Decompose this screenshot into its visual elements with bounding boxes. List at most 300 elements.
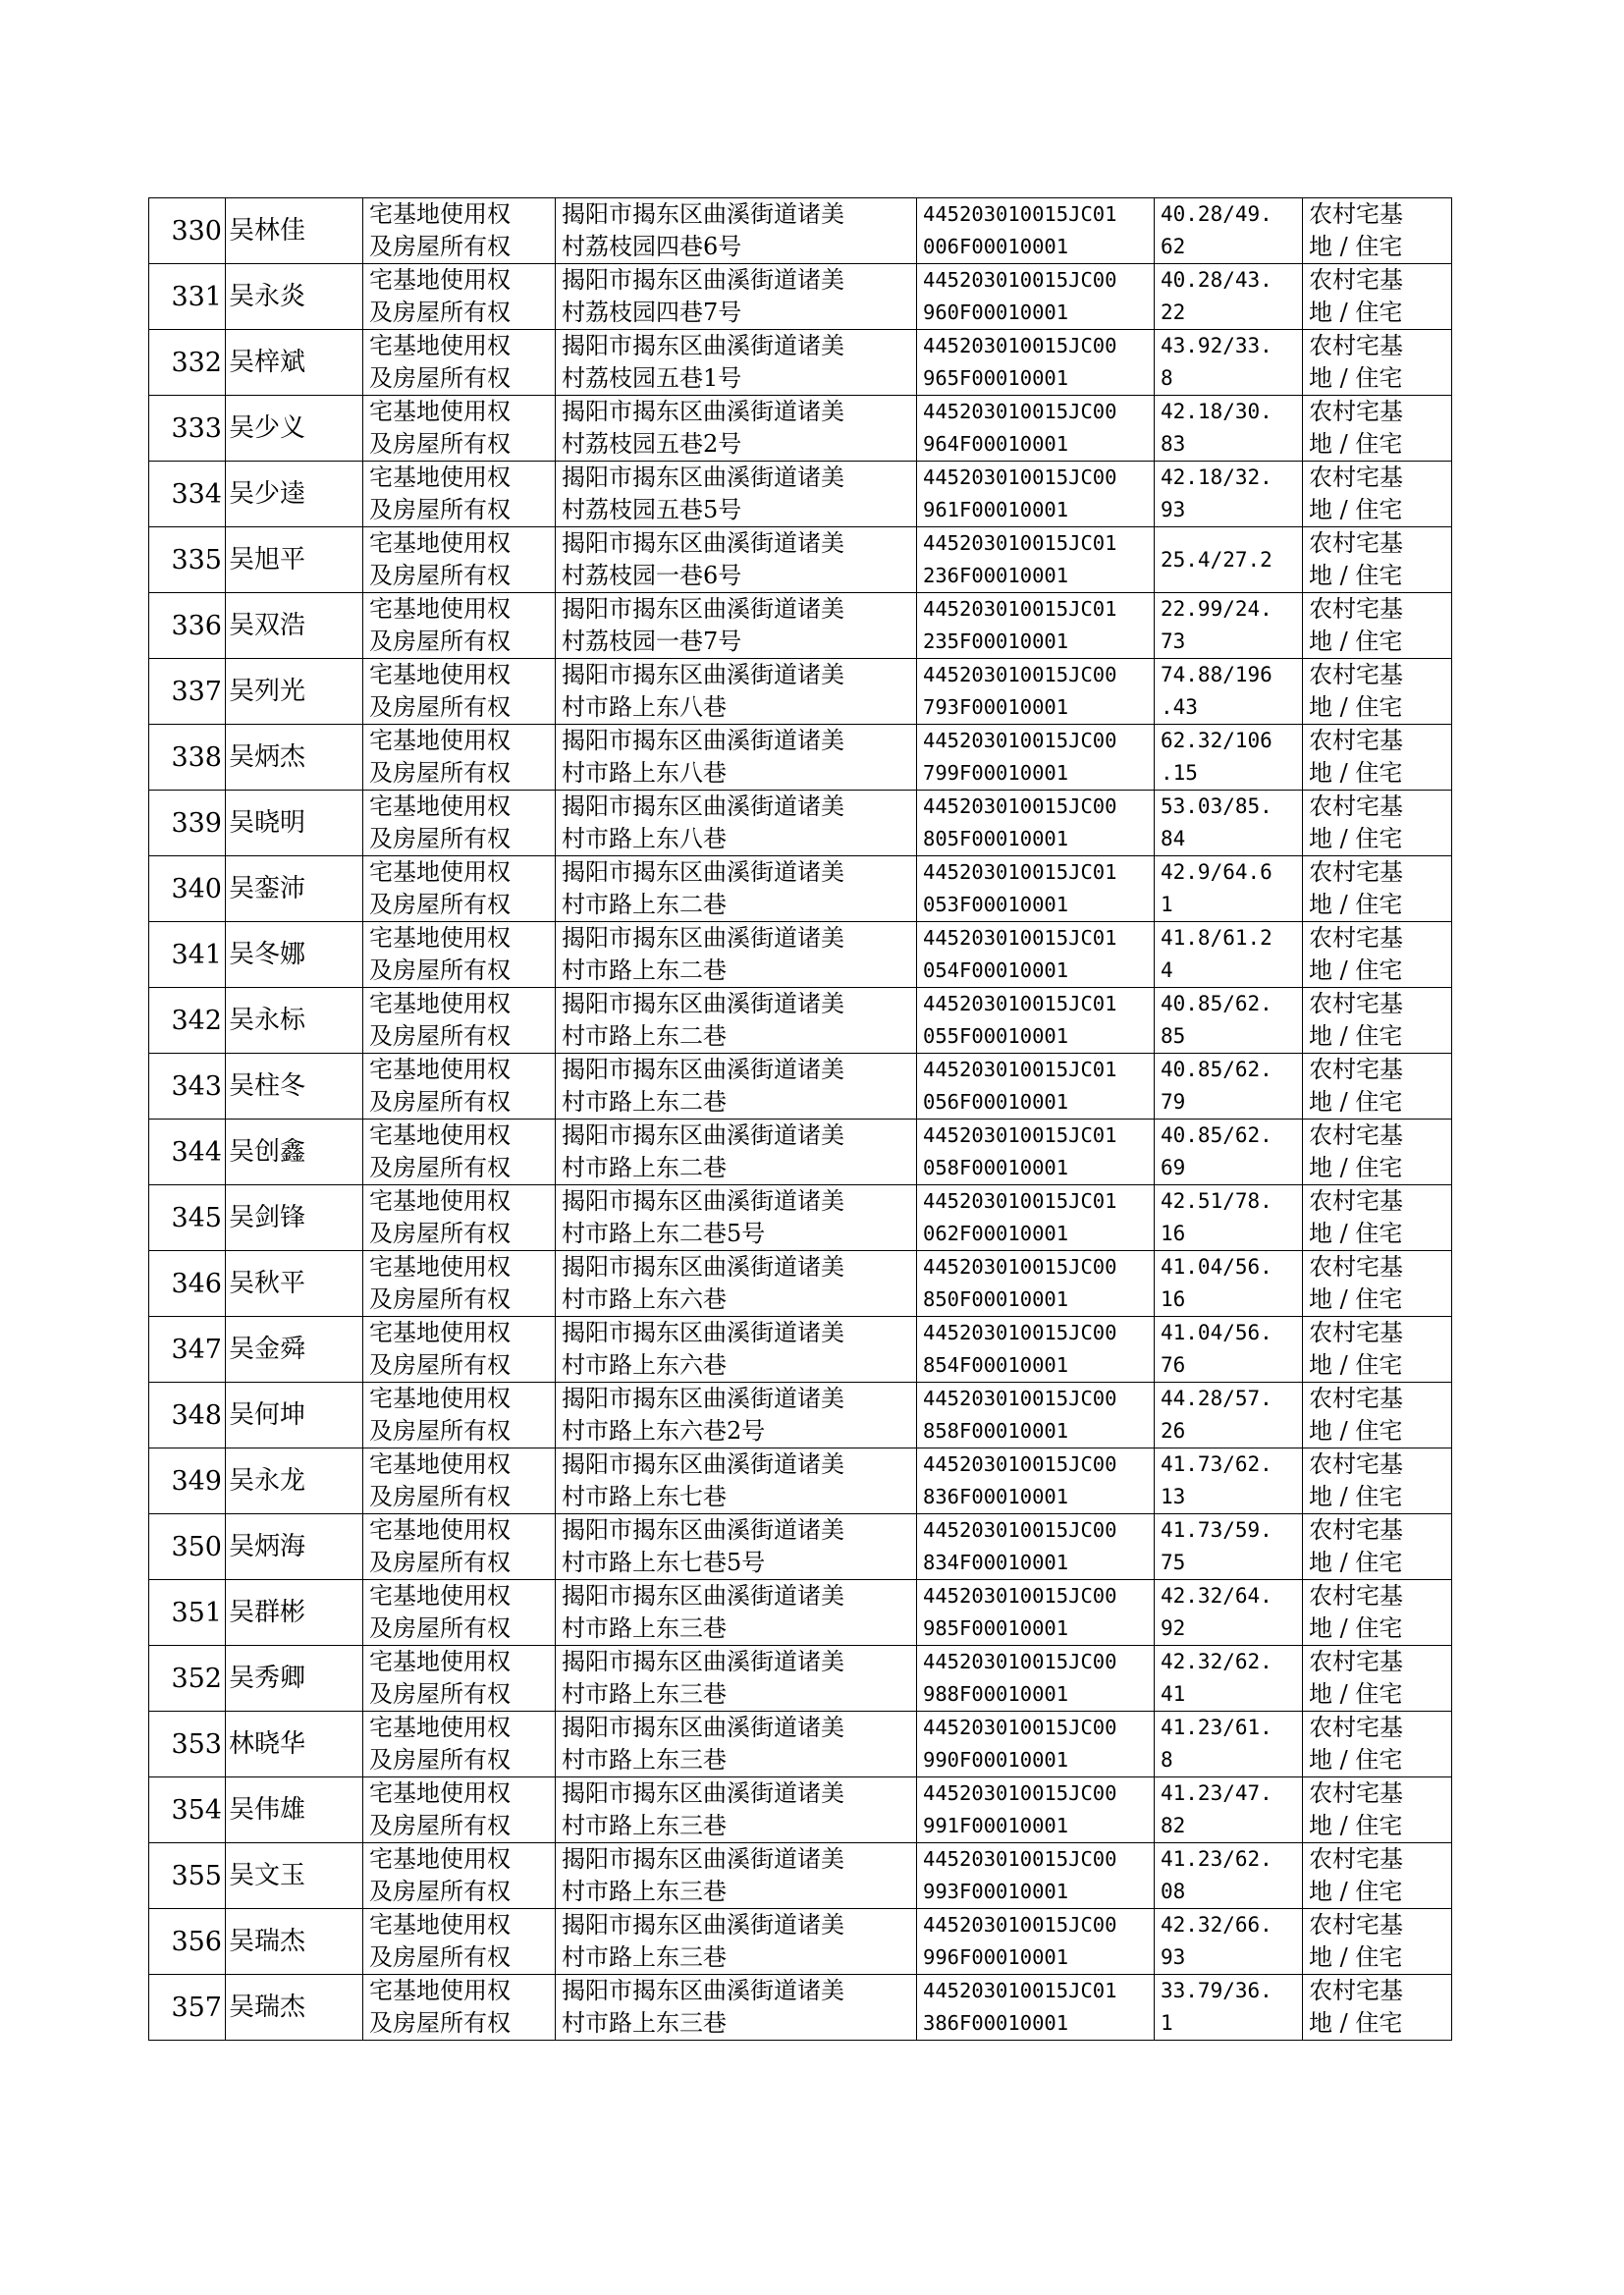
- land-use-text: 农村宅基: [1309, 1121, 1403, 1149]
- area-text: 8: [1161, 366, 1173, 390]
- right-type-text: 宅基地使用权: [369, 595, 511, 623]
- record-number-text: 354: [171, 1794, 222, 1826]
- address-text: 揭阳市揭东区曲溪街道诸美: [562, 1911, 844, 1939]
- right-type-text: 宅基地使用权: [369, 1516, 511, 1544]
- record-number-text: 350: [171, 1531, 222, 1562]
- right-type-cell: [363, 988, 556, 1054]
- unit-code-text: 445203010015JC01: [923, 1979, 1117, 2002]
- address-text: 揭阳市揭东区曲溪街道诸美: [562, 792, 844, 820]
- area-text: 40.85/62.: [1161, 1058, 1272, 1081]
- land-use-cell: [1303, 396, 1452, 462]
- right-type-cell: [363, 1383, 556, 1448]
- right-type-cell: [363, 1185, 556, 1251]
- owner-name-text: 吴金舜: [229, 1334, 306, 1364]
- unit-code-cell: [917, 198, 1155, 264]
- right-type-cell: [363, 1317, 556, 1383]
- land-use-text: 农村宅基: [1309, 332, 1403, 359]
- land-use-text: 地 / 住宅: [1309, 1154, 1403, 1181]
- owner-name-text: 吴炳杰: [229, 741, 306, 772]
- address-cell: [556, 1514, 917, 1580]
- owner-name-cell: [226, 396, 363, 462]
- address-cell: [556, 1120, 917, 1185]
- address-text: 村市路上东八巷: [562, 825, 727, 852]
- address-text: 揭阳市揭东区曲溪街道诸美: [562, 529, 844, 557]
- unit-code-cell: [917, 1909, 1155, 1975]
- land-use-cell: [1303, 1120, 1452, 1185]
- area-text: 41.8/61.2: [1161, 926, 1272, 950]
- area-cell: [1155, 330, 1303, 396]
- area-text: 22: [1161, 301, 1186, 324]
- area-cell: [1155, 1514, 1303, 1580]
- area-text: 41.23/62.: [1161, 1847, 1272, 1871]
- area-text: 84: [1161, 827, 1186, 850]
- land-use-cell: [1303, 462, 1452, 527]
- owner-name-cell: [226, 1448, 363, 1514]
- right-type-text: 宅基地使用权: [369, 1319, 511, 1346]
- address-text: 揭阳市揭东区曲溪街道诸美: [562, 398, 844, 425]
- owner-name-text: 吴少逵: [229, 478, 306, 509]
- land-use-text: 农村宅基: [1309, 924, 1403, 952]
- right-type-text: 及房屋所有权: [369, 430, 511, 458]
- land-use-cell: [1303, 593, 1452, 659]
- land-use-cell: [1303, 1383, 1452, 1448]
- table-row: [149, 791, 1452, 856]
- right-type-text: 宅基地使用权: [369, 1582, 511, 1610]
- right-type-cell: [363, 527, 556, 593]
- land-use-text: 地 / 住宅: [1309, 1220, 1403, 1247]
- right-type-text: 及房屋所有权: [369, 233, 511, 260]
- owner-name-text: 吴柱冬: [229, 1070, 306, 1101]
- table-row: [149, 725, 1452, 791]
- unit-code-cell: [917, 1712, 1155, 1777]
- address-text: 揭阳市揭东区曲溪街道诸美: [562, 595, 844, 623]
- land-use-text: 地 / 住宅: [1309, 1417, 1403, 1445]
- area-text: 83: [1161, 432, 1186, 456]
- owner-name-cell: [226, 1909, 363, 1975]
- area-cell: [1155, 1580, 1303, 1646]
- owner-name-text: 吴林佳: [229, 215, 306, 246]
- owner-name-text: 吴少义: [229, 412, 306, 443]
- record-number-text: 351: [171, 1597, 222, 1628]
- record-number-text: 331: [171, 281, 222, 312]
- unit-code-text: 053F00010001: [923, 893, 1069, 916]
- unit-code-cell: [917, 659, 1155, 725]
- record-number-text: 345: [171, 1202, 222, 1233]
- owner-name-cell: [226, 1383, 363, 1448]
- address-text: 村荔枝园四巷7号: [562, 299, 742, 326]
- address-text: 揭阳市揭东区曲溪街道诸美: [562, 1516, 844, 1544]
- area-cell: [1155, 593, 1303, 659]
- unit-code-cell: [917, 396, 1155, 462]
- right-type-cell: [363, 1712, 556, 1777]
- record-number-cell: [149, 1777, 226, 1843]
- record-number-text: 340: [171, 873, 222, 904]
- record-number-cell: [149, 593, 226, 659]
- address-text: 揭阳市揭东区曲溪街道诸美: [562, 1385, 844, 1412]
- right-type-text: 宅基地使用权: [369, 1450, 511, 1478]
- owner-name-text: 吴永炎: [229, 281, 306, 311]
- unit-code-cell: [917, 1843, 1155, 1909]
- unit-code-text: 445203010015JC00: [923, 1650, 1117, 1673]
- right-type-text: 及房屋所有权: [369, 956, 511, 984]
- unit-code-text: 445203010015JC00: [923, 1518, 1117, 1542]
- address-cell: [556, 988, 917, 1054]
- right-type-text: 及房屋所有权: [369, 1549, 511, 1576]
- right-type-cell: [363, 1514, 556, 1580]
- record-number-text: 346: [171, 1268, 222, 1299]
- table-row: [149, 1054, 1452, 1120]
- right-type-text: 宅基地使用权: [369, 924, 511, 952]
- land-use-text: 农村宅基: [1309, 1582, 1403, 1610]
- right-type-text: 宅基地使用权: [369, 464, 511, 491]
- right-type-cell: [363, 791, 556, 856]
- owner-name-text: 吴伟雄: [229, 1794, 306, 1825]
- unit-code-cell: [917, 264, 1155, 330]
- record-number-cell: [149, 1514, 226, 1580]
- table-row: [149, 1448, 1452, 1514]
- table-row: [149, 988, 1452, 1054]
- right-type-cell: [363, 1120, 556, 1185]
- record-number-cell: [149, 1580, 226, 1646]
- table-row: [149, 1646, 1452, 1712]
- record-number-cell: [149, 1317, 226, 1383]
- unit-code-text: 056F00010001: [923, 1090, 1069, 1114]
- address-cell: [556, 1317, 917, 1383]
- owner-name-text: 林晓华: [229, 1728, 306, 1759]
- owner-name-cell: [226, 593, 363, 659]
- land-use-text: 农村宅基: [1309, 661, 1403, 688]
- right-type-text: 宅基地使用权: [369, 1385, 511, 1412]
- right-type-text: 宅基地使用权: [369, 1779, 511, 1807]
- right-type-text: 及房屋所有权: [369, 562, 511, 589]
- address-cell: [556, 396, 917, 462]
- area-text: 08: [1161, 1880, 1186, 1903]
- record-number-text: 337: [171, 676, 222, 707]
- unit-code-text: 006F00010001: [923, 235, 1069, 258]
- address-cell: [556, 593, 917, 659]
- area-text: 41.04/56.: [1161, 1255, 1272, 1279]
- record-number-cell: [149, 264, 226, 330]
- unit-code-cell: [917, 1383, 1155, 1448]
- land-use-text: 地 / 住宅: [1309, 825, 1403, 852]
- table-row: [149, 1514, 1452, 1580]
- address-cell: [556, 1975, 917, 2041]
- unit-code-cell: [917, 856, 1155, 922]
- right-type-text: 宅基地使用权: [369, 1253, 511, 1281]
- table-row: [149, 659, 1452, 725]
- area-text: 62: [1161, 235, 1186, 258]
- area-cell: [1155, 1843, 1303, 1909]
- unit-code-text: 960F00010001: [923, 301, 1069, 324]
- area-text: 42.51/78.: [1161, 1189, 1272, 1213]
- right-type-text: 宅基地使用权: [369, 1911, 511, 1939]
- area-cell: [1155, 791, 1303, 856]
- unit-code-text: 386F00010001: [923, 2011, 1069, 2035]
- right-type-text: 及房屋所有权: [369, 825, 511, 852]
- land-use-text: 农村宅基: [1309, 1779, 1403, 1807]
- area-text: 69: [1161, 1156, 1186, 1179]
- unit-code-text: 445203010015JC01: [923, 992, 1117, 1015]
- unit-code-text: 235F00010001: [923, 629, 1069, 653]
- unit-code-text: 445203010015JC00: [923, 729, 1117, 752]
- right-type-text: 宅基地使用权: [369, 1977, 511, 2004]
- unit-code-text: 964F00010001: [923, 432, 1069, 456]
- right-type-cell: [363, 1251, 556, 1317]
- address-text: 揭阳市揭东区曲溪街道诸美: [562, 661, 844, 688]
- right-type-text: 及房屋所有权: [369, 496, 511, 523]
- right-type-cell: [363, 593, 556, 659]
- record-number-cell: [149, 1383, 226, 1448]
- area-text: 1: [1161, 893, 1173, 916]
- owner-name-cell: [226, 659, 363, 725]
- area-cell: [1155, 264, 1303, 330]
- right-type-text: 宅基地使用权: [369, 200, 511, 228]
- right-type-text: 宅基地使用权: [369, 661, 511, 688]
- land-use-cell: [1303, 1251, 1452, 1317]
- land-use-cell: [1303, 1317, 1452, 1383]
- owner-name-cell: [226, 791, 363, 856]
- record-number-cell: [149, 1251, 226, 1317]
- owner-name-cell: [226, 1777, 363, 1843]
- unit-code-text: 836F00010001: [923, 1485, 1069, 1508]
- right-type-text: 及房屋所有权: [369, 891, 511, 918]
- unit-code-cell: [917, 1120, 1155, 1185]
- area-cell: [1155, 1383, 1303, 1448]
- area-cell: [1155, 396, 1303, 462]
- land-use-text: 地 / 住宅: [1309, 891, 1403, 918]
- address-text: 村市路上东八巷: [562, 759, 727, 787]
- land-use-text: 地 / 住宅: [1309, 628, 1403, 655]
- address-cell: [556, 791, 917, 856]
- owner-name-cell: [226, 330, 363, 396]
- area-text: 42.32/64.: [1161, 1584, 1272, 1608]
- area-text: 13: [1161, 1485, 1186, 1508]
- registry-table: [148, 197, 1452, 2041]
- owner-name-cell: [226, 1054, 363, 1120]
- record-number-text: 349: [171, 1465, 222, 1497]
- right-type-cell: [363, 1843, 556, 1909]
- area-text: 40.85/62.: [1161, 1123, 1272, 1147]
- unit-code-text: 236F00010001: [923, 564, 1069, 587]
- land-use-cell: [1303, 1843, 1452, 1909]
- unit-code-text: 445203010015JC00: [923, 1452, 1117, 1476]
- right-type-cell: [363, 396, 556, 462]
- right-type-cell: [363, 1975, 556, 2041]
- table-row: [149, 1975, 1452, 2041]
- address-cell: [556, 1843, 917, 1909]
- record-number-text: 339: [171, 807, 222, 839]
- record-number-cell: [149, 462, 226, 527]
- address-text: 揭阳市揭东区曲溪街道诸美: [562, 1056, 844, 1083]
- table-row: [149, 1317, 1452, 1383]
- address-text: 村市路上东三巷: [562, 1878, 727, 1905]
- land-use-text: 农村宅基: [1309, 398, 1403, 425]
- area-text: .15: [1161, 761, 1198, 785]
- area-cell: [1155, 988, 1303, 1054]
- unit-code-text: 445203010015JC00: [923, 465, 1117, 489]
- record-number-cell: [149, 198, 226, 264]
- address-text: 揭阳市揭东区曲溪街道诸美: [562, 1121, 844, 1149]
- land-use-text: 地 / 住宅: [1309, 1285, 1403, 1313]
- right-type-text: 宅基地使用权: [369, 858, 511, 886]
- right-type-text: 及房屋所有权: [369, 1154, 511, 1181]
- record-number-text: 334: [171, 478, 222, 510]
- table-row: [149, 330, 1452, 396]
- area-cell: [1155, 462, 1303, 527]
- address-text: 村市路上东六巷: [562, 1351, 727, 1379]
- area-text: 4: [1161, 958, 1173, 982]
- owner-name-cell: [226, 1317, 363, 1383]
- land-use-cell: [1303, 856, 1452, 922]
- address-cell: [556, 330, 917, 396]
- land-use-text: 农村宅基: [1309, 266, 1403, 294]
- area-cell: [1155, 922, 1303, 988]
- record-number-cell: [149, 922, 226, 988]
- right-type-text: 宅基地使用权: [369, 792, 511, 820]
- right-type-text: 宅基地使用权: [369, 266, 511, 294]
- area-cell: [1155, 856, 1303, 922]
- area-text: 41.73/62.: [1161, 1452, 1272, 1476]
- area-text: 41.73/59.: [1161, 1518, 1272, 1542]
- land-use-text: 农村宅基: [1309, 1714, 1403, 1741]
- owner-name-text: 吴文玉: [229, 1860, 306, 1890]
- address-text: 村市路上东三巷: [562, 1746, 727, 1774]
- owner-name-cell: [226, 1251, 363, 1317]
- address-text: 揭阳市揭东区曲溪街道诸美: [562, 1779, 844, 1807]
- record-number-cell: [149, 791, 226, 856]
- land-use-text: 地 / 住宅: [1309, 1878, 1403, 1905]
- address-text: 村市路上东七巷5号: [562, 1549, 766, 1576]
- area-text: 1: [1161, 2011, 1173, 2035]
- table-row: [149, 856, 1452, 922]
- address-text: 揭阳市揭东区曲溪街道诸美: [562, 1648, 844, 1675]
- unit-code-text: 799F00010001: [923, 761, 1069, 785]
- address-text: 揭阳市揭东区曲溪街道诸美: [562, 266, 844, 294]
- unit-code-cell: [917, 988, 1155, 1054]
- table-row: [149, 1909, 1452, 1975]
- owner-name-cell: [226, 1185, 363, 1251]
- area-text: 42.32/66.: [1161, 1913, 1272, 1937]
- right-type-text: 及房屋所有权: [369, 1417, 511, 1445]
- land-use-text: 地 / 住宅: [1309, 1022, 1403, 1050]
- area-cell: [1155, 1646, 1303, 1712]
- area-text: 74.88/196: [1161, 663, 1272, 686]
- right-type-text: 及房屋所有权: [369, 1812, 511, 1839]
- unit-code-text: 445203010015JC01: [923, 926, 1117, 950]
- land-use-text: 农村宅基: [1309, 529, 1403, 557]
- address-text: 揭阳市揭东区曲溪街道诸美: [562, 858, 844, 886]
- address-text: 村市路上东三巷: [562, 1614, 727, 1642]
- address-text: 村市路上东二巷: [562, 1154, 727, 1181]
- record-number-text: 335: [171, 544, 222, 575]
- owner-name-text: 吴冬娜: [229, 939, 306, 969]
- table-row: [149, 1712, 1452, 1777]
- table-row: [149, 593, 1452, 659]
- address-text: 村荔枝园五巷1号: [562, 364, 742, 392]
- owner-name-text: 吴銮沛: [229, 873, 306, 903]
- table-row: [149, 462, 1452, 527]
- table-row: [149, 1580, 1452, 1646]
- right-type-text: 及房屋所有权: [369, 693, 511, 721]
- owner-name-text: 吴永龙: [229, 1465, 306, 1496]
- unit-code-cell: [917, 1054, 1155, 1120]
- area-text: 40.85/62.: [1161, 992, 1272, 1015]
- owner-name-text: 吴晓明: [229, 807, 306, 838]
- unit-code-text: 834F00010001: [923, 1551, 1069, 1574]
- area-text: 40.28/43.: [1161, 268, 1272, 292]
- table-body: [149, 198, 1452, 2041]
- area-cell: [1155, 1185, 1303, 1251]
- address-text: 揭阳市揭东区曲溪街道诸美: [562, 464, 844, 491]
- area-cell: [1155, 198, 1303, 264]
- area-cell: [1155, 659, 1303, 725]
- unit-code-cell: [917, 725, 1155, 791]
- owner-name-text: 吴梓斌: [229, 347, 306, 377]
- address-cell: [556, 1712, 917, 1777]
- area-text: 62.32/106: [1161, 729, 1272, 752]
- land-use-text: 农村宅基: [1309, 1319, 1403, 1346]
- unit-code-text: 445203010015JC00: [923, 1255, 1117, 1279]
- address-cell: [556, 922, 917, 988]
- land-use-cell: [1303, 1514, 1452, 1580]
- right-type-text: 及房屋所有权: [369, 1220, 511, 1247]
- address-cell: [556, 1777, 917, 1843]
- record-number-text: 343: [171, 1070, 222, 1102]
- land-use-text: 农村宅基: [1309, 858, 1403, 886]
- right-type-text: 及房屋所有权: [369, 1022, 511, 1050]
- record-number-text: 344: [171, 1136, 222, 1168]
- owner-name-text: 吴何坤: [229, 1399, 306, 1430]
- unit-code-text: 988F00010001: [923, 1682, 1069, 1706]
- table-row: [149, 1120, 1452, 1185]
- right-type-text: 宅基地使用权: [369, 332, 511, 359]
- unit-code-cell: [917, 330, 1155, 396]
- unit-code-cell: [917, 1580, 1155, 1646]
- land-use-text: 地 / 住宅: [1309, 1088, 1403, 1116]
- land-use-text: 农村宅基: [1309, 464, 1403, 491]
- address-cell: [556, 725, 917, 791]
- address-text: 村市路上东二巷: [562, 956, 727, 984]
- right-type-text: 及房屋所有权: [369, 1680, 511, 1708]
- area-text: 43.92/33.: [1161, 334, 1272, 357]
- unit-code-text: 996F00010001: [923, 1945, 1069, 1969]
- land-use-text: 农村宅基: [1309, 1385, 1403, 1412]
- area-text: 22.99/24.: [1161, 597, 1272, 621]
- land-use-text: 地 / 住宅: [1309, 233, 1403, 260]
- address-text: 揭阳市揭东区曲溪街道诸美: [562, 1845, 844, 1873]
- unit-code-text: 991F00010001: [923, 1814, 1069, 1837]
- unit-code-text: 055F00010001: [923, 1024, 1069, 1048]
- address-text: 村市路上东七巷: [562, 1483, 727, 1510]
- owner-name-cell: [226, 922, 363, 988]
- land-use-text: 地 / 住宅: [1309, 1483, 1403, 1510]
- unit-code-text: 445203010015JC00: [923, 1913, 1117, 1937]
- right-type-text: 宅基地使用权: [369, 529, 511, 557]
- right-type-cell: [363, 922, 556, 988]
- owner-name-text: 吴旭平: [229, 544, 306, 574]
- address-cell: [556, 1580, 917, 1646]
- owner-name-text: 吴创鑫: [229, 1136, 306, 1167]
- land-use-text: 地 / 住宅: [1309, 1812, 1403, 1839]
- record-number-cell: [149, 1448, 226, 1514]
- address-text: 揭阳市揭东区曲溪街道诸美: [562, 200, 844, 228]
- owner-name-text: 吴双浩: [229, 610, 306, 640]
- land-use-text: 地 / 住宅: [1309, 364, 1403, 392]
- area-text: 26: [1161, 1419, 1186, 1443]
- unit-code-cell: [917, 1448, 1155, 1514]
- land-use-text: 农村宅基: [1309, 1977, 1403, 2004]
- record-number-text: 333: [171, 412, 222, 444]
